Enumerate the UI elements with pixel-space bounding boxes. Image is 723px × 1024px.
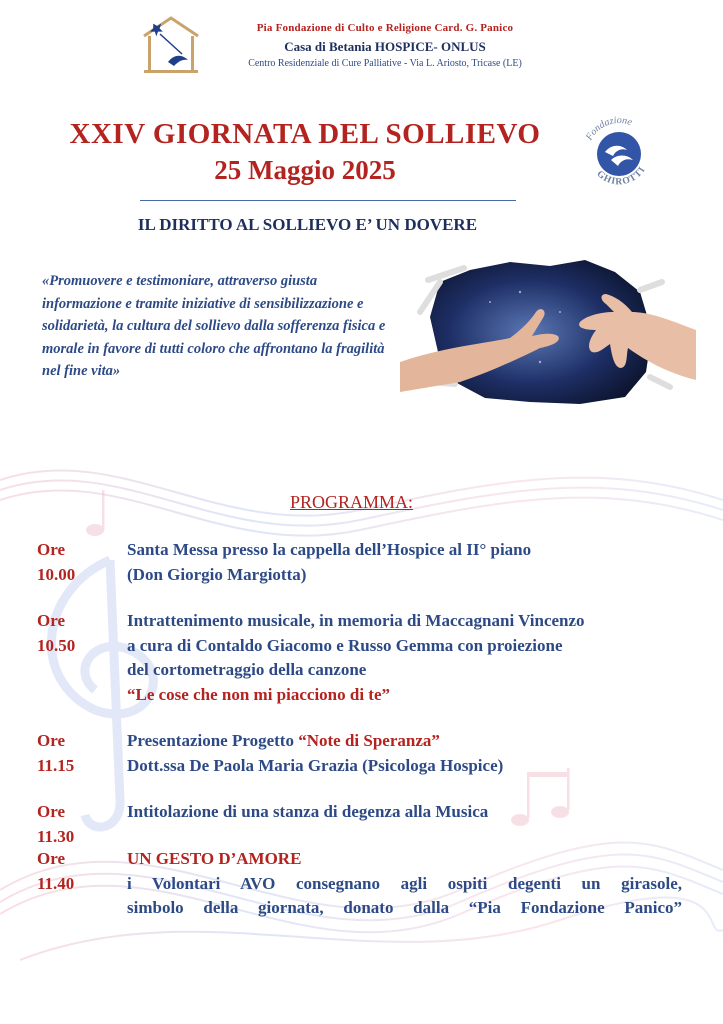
project-name: “Note di Speranza” <box>298 731 440 750</box>
mission-quote: «Promuovere e testimoniare, attraverso giusta informazione e tramite iniziative di sensibilizzazione e solidarietà, la cultura del sollievo dalla sofferenza fisica e morale in favore di tutti coloro che affrontano la fragilità nel fine vita» <box>42 273 386 379</box>
program-description: i Volontari AVO consegnano agli ospiti degenti un girasole, <box>127 873 682 893</box>
program-time: Ore 10.50 <box>37 611 76 655</box>
program-highlight: UN GESTO D’AMORE <box>127 849 302 868</box>
program-description: del cortometraggio della canzone <box>127 660 367 679</box>
program-description: (Don Giorgio Margiotta) <box>127 564 307 584</box>
reaching-hands-image <box>400 252 696 412</box>
hospice-name: Casa di Betania HOSPICE- ONLUS <box>284 39 486 54</box>
event-title: XXIV GIORNATA DEL SOLLIEVO <box>69 118 541 150</box>
program-description: Santa Messa presso la cappella dell’Hospice al II° piano <box>127 540 532 559</box>
title-divider <box>140 200 516 201</box>
program-time: Ore 11.15 <box>37 731 75 775</box>
program-description: simbolo della giornata, donato dalla “Pia Fondazione Panico” <box>127 898 682 917</box>
song-title: “Le cose che non mi piacciono di te” <box>127 684 391 704</box>
program-time: Ore 11.40 <box>37 849 75 893</box>
fondazione-ghirotti-logo <box>578 110 660 192</box>
program-time: Ore 10.00 <box>37 540 76 584</box>
hospice-logo <box>138 14 204 76</box>
event-subtitle: IL DIRITTO AL SOLLIEVO E’ UN DOVERE <box>137 215 478 234</box>
program-description: Dott.ssa De Paola Maria Grazia (Psicologa Hospice) <box>127 755 504 775</box>
program-description: Intrattenimento musicale, in memoria di Maccagnani Vincenzo <box>127 611 585 630</box>
hospice-address: Centro Residenziale di Cure Palliative - Via L. Ariosto, Tricase (LE) <box>248 58 522 69</box>
org-name: Pia Fondazione di Culto e Religione Card. G. Panico <box>256 22 514 34</box>
program-time: Ore 11.30 <box>37 802 75 846</box>
badge-bottom-text: GHIROTTI <box>594 164 648 188</box>
program-description: a cura di Contaldo Giacomo e Russo Gemma con proiezione <box>127 635 563 655</box>
event-date: 25 Maggio 2025 <box>214 155 396 185</box>
program-heading: PROGRAMMA: <box>290 492 414 512</box>
badge-top-text: Fondazione <box>583 114 634 143</box>
program-description: Presentazione Progetto <box>127 731 299 750</box>
program-description: Intitolazione di una stanza di degenza alla Musica <box>127 802 489 821</box>
